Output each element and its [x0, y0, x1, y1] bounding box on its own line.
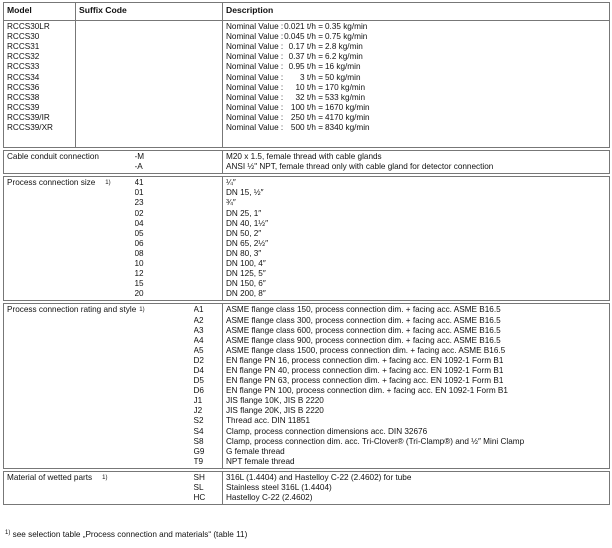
nominal-th: 3 t/h = — [300, 72, 323, 82]
material-code: HC — [193, 493, 206, 503]
rating-description: NPT female thread — [226, 456, 295, 466]
nominal-value-line — [226, 42, 606, 52]
rating-code: A3 — [193, 325, 204, 335]
nominal-th: 0.95 t/h = — [288, 62, 323, 72]
rating-description: Clamp, process connection dim. acc. Tri-Clover® (Tri-Clamp®) and ½″ Mini Clamp — [226, 436, 525, 446]
rating-code: D4 — [193, 365, 204, 375]
nominal-th: 250 t/h = — [290, 112, 323, 122]
rating-description: EN flange PN 100, process connection dim. + facing acc. EN 1092-1 Form B1 — [226, 386, 508, 396]
rating-title: Process connection rating and style — [7, 305, 137, 315]
model-code: RCCS32 — [7, 52, 40, 62]
material-title: Material of wetted parts — [7, 472, 93, 482]
header-suffix-code: Suffix Code — [76, 3, 223, 21]
nominal-label: Nominal Value : — [226, 62, 284, 72]
size-description: DN 80, 3″ — [226, 248, 262, 258]
nominal-label: Nominal Value : — [226, 42, 284, 52]
header-description: Description — [223, 3, 610, 21]
rating-description: EN flange PN 40, process connection dim. + facing acc. EN 1092-1 Form B1 — [226, 365, 504, 375]
rating-description: ASME flange class 1500, process connection dim. + facing acc. ASME B16.5 — [226, 345, 506, 355]
rating-code: D2 — [193, 355, 204, 365]
rating-description: ASME flange class 300, process connection dim. + facing acc. ASME B16.5 — [226, 315, 501, 325]
nominal-th: 0.021 t/h = — [284, 22, 323, 32]
nominal-kg: 1670 kg/min — [325, 102, 370, 112]
nominal-label: Nominal Value : — [226, 82, 284, 92]
model-code: RCCS34 — [7, 72, 40, 82]
size-description: DN 125, 5″ — [226, 269, 266, 279]
size-code: 10 — [134, 259, 144, 269]
rating-codes-cell — [191, 304, 223, 469]
model-code: RCCS30LR — [7, 22, 50, 32]
rating-code: S4 — [193, 426, 204, 436]
rating-code: D5 — [193, 376, 204, 386]
rating-description: JIS flange 20K, JIS B 2220 — [226, 406, 324, 416]
nominal-kg: 533 kg/min — [325, 92, 366, 102]
nominal-value-line — [226, 62, 606, 72]
rating-code: A1 — [193, 305, 204, 315]
nominal-kg: 6.2 kg/min — [325, 52, 363, 62]
cable-desc-cell — [223, 151, 610, 174]
rating-description: Thread acc. DIN 11851 — [226, 416, 311, 426]
material-title-cell — [4, 471, 191, 504]
nominal-label: Nominal Value : — [226, 102, 284, 112]
models-section — [4, 21, 610, 148]
nominal-label: Nominal Value : — [226, 32, 284, 42]
cable-section — [4, 151, 610, 174]
cable-title-cell — [4, 151, 132, 174]
material-description: 316L (1.4404) and Hastelloy C-22 (2.4602) for tube — [226, 472, 412, 482]
model-code-table — [3, 2, 610, 505]
size-code: 02 — [134, 208, 144, 218]
model-code: RCCS38 — [7, 92, 40, 102]
model-code: RCCS33 — [7, 62, 40, 72]
material-description: Stainless steel 316L (1.4404) — [226, 483, 332, 492]
nominal-kg: 50 kg/min — [325, 72, 361, 82]
cable-description: ANSI ½" NPT, female thread only with cable gland for detector connection — [226, 162, 494, 172]
size-codes-cell — [132, 177, 223, 301]
size-description: ¾″ — [226, 198, 236, 208]
size-description: DN 200, 8″ — [226, 289, 266, 299]
model-code: RCCS39/IR — [7, 112, 50, 122]
nominal-label: Nominal Value : — [226, 72, 284, 82]
cable-code: -M — [134, 152, 145, 162]
nominal-kg: 2.8 kg/min — [325, 42, 363, 52]
cable-code: -A — [134, 162, 143, 172]
rating-description: EN flange PN 16, process connection dim. + facing acc. EN 1092-1 Form B1 — [226, 355, 504, 365]
rating-code: A4 — [193, 335, 204, 345]
size-code: 08 — [134, 248, 144, 258]
size-description: DN 150, 6″ — [226, 279, 266, 289]
size-code: 05 — [134, 228, 144, 238]
model-code: RCCS36 — [7, 82, 40, 92]
size-note: 1) — [105, 180, 111, 187]
footnote — [5, 530, 247, 539]
nominal-kg: 0.75 kg/min — [325, 32, 368, 42]
nominal-value-line — [226, 103, 606, 113]
material-desc-cell — [223, 471, 610, 504]
footnote-mark: 1) — [5, 530, 11, 536]
rating-desc-cell — [223, 304, 610, 469]
rating-code: A2 — [193, 315, 204, 325]
nominal-th: 500 t/h = — [290, 123, 323, 133]
size-code: 20 — [134, 289, 144, 299]
size-description: DN 65, 2½″ — [226, 238, 269, 248]
rating-code: D6 — [193, 386, 204, 396]
size-title: Process connection size — [7, 178, 96, 188]
rating-code: G9 — [193, 446, 205, 456]
nominal-label: Nominal Value : — [226, 92, 284, 102]
nominal-th: 100 t/h = — [290, 102, 323, 112]
size-description: ¼″ — [226, 178, 236, 188]
size-title-cell — [4, 177, 132, 301]
cable-description: M20 x 1.5, female thread with cable glands — [226, 152, 382, 162]
size-code: 06 — [134, 238, 144, 248]
size-code: 41 — [134, 178, 144, 188]
nominal-label: Nominal Value : — [226, 123, 284, 133]
nominal-value-line — [226, 32, 606, 42]
rating-title-cell — [4, 304, 191, 469]
nominal-label: Nominal Value : — [226, 112, 284, 122]
model-values-cell — [223, 21, 610, 148]
size-description: DN 50, 2″ — [226, 228, 262, 238]
rating-description: EN flange PN 63, process connection dim. + facing acc. EN 1092-1 Form B1 — [226, 376, 504, 386]
size-desc-cell — [223, 177, 610, 301]
header-model: Model — [4, 3, 76, 21]
nominal-th: 0.17 t/h = — [288, 42, 323, 52]
material-codes-cell — [191, 471, 223, 504]
rating-description: Clamp, process connection dimensions acc. DIN 32676 — [226, 426, 428, 436]
nominal-kg: 16 kg/min — [325, 62, 361, 72]
material-description: Hastelloy C-22 (2.4602) — [226, 493, 313, 503]
nominal-th: 32 t/h = — [295, 92, 323, 102]
material-code: SL — [193, 483, 204, 492]
model-codes-cell — [4, 21, 76, 148]
material-note: 1) — [102, 474, 108, 481]
rating-description: ASME flange class 150, process connection dim. + facing acc. ASME B16.5 — [226, 305, 501, 315]
nominal-kg: 4170 kg/min — [325, 112, 370, 122]
model-code: RCCS39/XR — [7, 123, 53, 133]
material-code: SH — [193, 472, 205, 482]
nominal-value-line — [226, 73, 606, 83]
rating-description: ASME flange class 600, process connection dim. + facing acc. ASME B16.5 — [226, 325, 501, 335]
nominal-value-line — [226, 123, 606, 133]
size-description: DN 15, ½″ — [226, 188, 264, 198]
nominal-value-line — [226, 113, 606, 123]
rating-code: J2 — [193, 406, 203, 416]
nominal-th: 0.37 t/h = — [288, 52, 323, 62]
size-description: DN 100, 4″ — [226, 259, 266, 269]
rating-description: G female thread — [226, 446, 285, 456]
size-code: 04 — [134, 218, 144, 228]
rating-code: T9 — [193, 456, 204, 466]
rating-description: ASME flange class 900, process connection dim. + facing acc. ASME B16.5 — [226, 335, 501, 345]
rating-note: 1) — [139, 307, 145, 314]
footnote-text: see selection table „Process connection and materials“ (table 11) — [12, 530, 248, 539]
size-code: 12 — [134, 269, 144, 279]
nominal-th: 10 t/h = — [295, 82, 323, 92]
model-code: RCCS30 — [7, 32, 40, 42]
model-code: RCCS31 — [7, 42, 40, 52]
nominal-value-line — [226, 83, 606, 93]
cable-title: Cable conduit connection — [7, 152, 99, 162]
size-code: 23 — [134, 198, 144, 208]
nominal-value-line — [226, 52, 606, 62]
size-description: DN 25, 1″ — [226, 208, 262, 218]
rating-section — [4, 304, 610, 469]
rating-code: A5 — [193, 345, 204, 355]
nominal-value-line — [226, 93, 606, 103]
nominal-kg: 0.35 kg/min — [325, 22, 368, 32]
spec-table-wrapper — [3, 2, 609, 505]
nominal-kg: 8340 kg/min — [325, 123, 370, 133]
nominal-th: 0.045 t/h = — [284, 32, 323, 42]
size-description: DN 40, 1½″ — [226, 218, 269, 228]
model-code: RCCS39 — [7, 102, 40, 112]
nominal-value-line — [226, 22, 606, 32]
nominal-label: Nominal Value : — [226, 52, 284, 62]
header-row — [4, 3, 610, 21]
rating-description: JIS flange 10K, JIS B 2220 — [226, 396, 324, 406]
size-section — [4, 177, 610, 301]
rating-code: J1 — [193, 396, 203, 406]
nominal-label: Nominal Value : — [226, 22, 284, 32]
model-suffix-empty-cell — [76, 21, 223, 148]
material-section — [4, 471, 610, 504]
rating-code: S2 — [193, 416, 204, 426]
size-code: 01 — [134, 188, 144, 198]
size-code: 15 — [134, 279, 144, 289]
cable-codes-cell — [132, 151, 223, 174]
rating-code: S8 — [193, 436, 204, 446]
nominal-kg: 170 kg/min — [325, 82, 366, 92]
